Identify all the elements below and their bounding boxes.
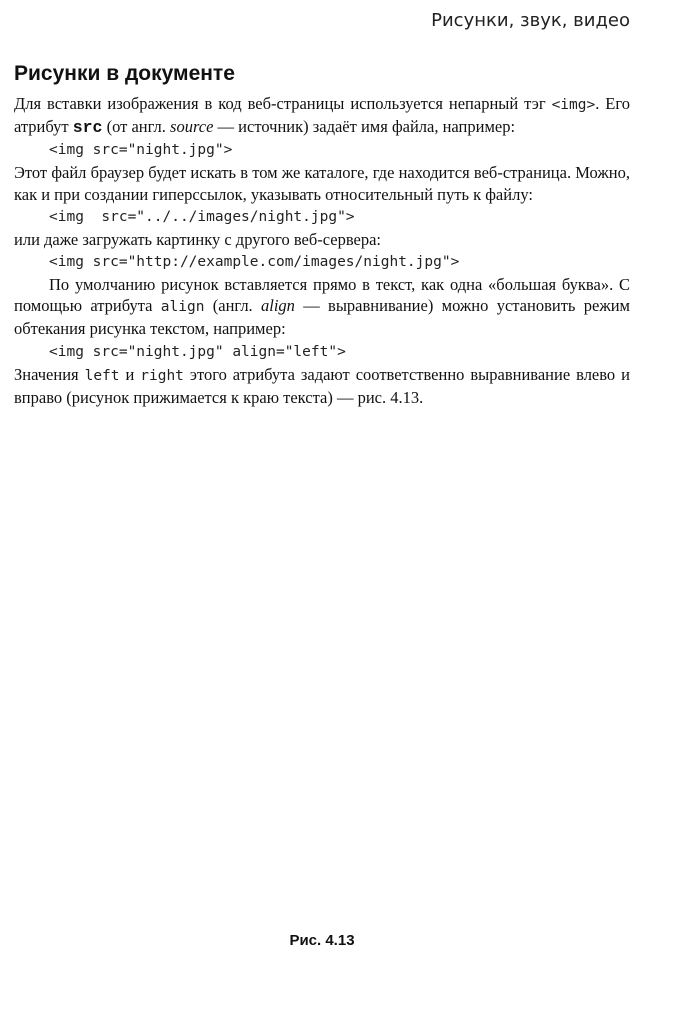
section-title: Рисунки в документе [14,62,235,85]
paragraph-1 [14,93,630,138]
paragraph-4-text-b: (англ. [204,296,261,316]
inline-code-left: left [84,367,120,384]
paragraph-5-text-b: и [119,364,141,384]
code-example-4: <img src="night.jpg" align="left"> [49,343,346,360]
body-text [14,93,630,408]
inline-code-align: align [160,299,205,316]
paragraph-1-text-b: . Его атрибут [14,94,630,137]
running-head: Рисунки, звук, видео [431,10,630,31]
italic-word-source: source [170,117,214,137]
italic-word-align: align [261,296,295,316]
book-page [14,0,630,1024]
paragraph-5 [14,364,630,408]
figure-caption: Рис. 4.13 [289,932,355,949]
paragraph-1-text-a: Для вставки изображения в код веб-страницы используется непарный тэг [14,94,552,113]
paragraph-4 [14,274,630,340]
paragraph-2: Этот файл браузер будет искать в том же каталоге, где находится веб-страница. Можно, как и при создании гиперссылок, указывать относительный путь к файлу: [14,163,630,204]
paragraph-4-text-a: По умолчанию рисунок вставляется прямо в текст, как одна «большая буква». С помощью атрибута [14,275,630,316]
code-example-2: <img src="../../images/night.jpg"> [49,208,355,225]
code-example-1: <img src="night.jpg"> [49,142,233,159]
code-example-3: <img src="http://example.com/images/night.jpg"> [49,254,460,271]
paragraph-1-text-c: (от англ. [102,117,171,137]
paragraph-3: или даже загружать картинку с другого веб-сервера: [14,229,381,249]
paragraph-4-text-c: — выравнивание) можно установить режим обтекания рисунка текстом, например: [14,296,631,339]
inline-code-right: right [140,367,184,384]
inline-code-img: <img> [551,97,596,113]
bold-attribute-src: src [72,118,103,138]
paragraph-1-text-d: — источник) задаёт имя файла, например: [213,117,516,137]
paragraph-5-text-a: Значения [14,364,85,384]
paragraph-5-text-c: этого атрибута задают соответственно выравнивание влево и вправо (рисунок прижимается к краю текста) — рис. 4.13. [14,364,630,407]
